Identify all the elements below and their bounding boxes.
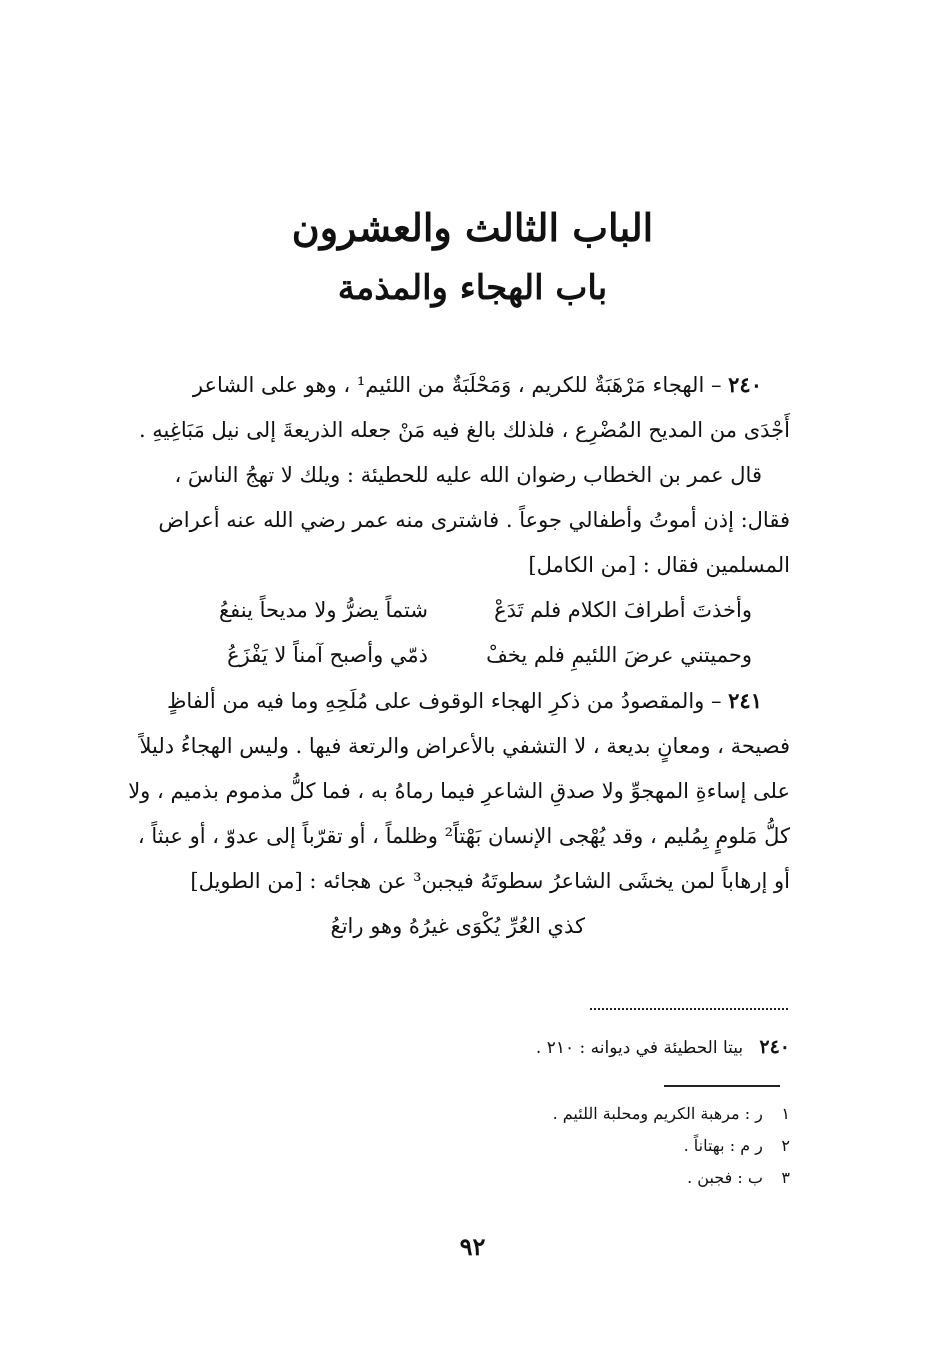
chapter-title: الباب الثالث والعشرون	[291, 205, 654, 250]
footnote-number: ٣	[781, 1168, 790, 1187]
footnote-text: ر : مرهبة الكريم ومحلبة اللئيم .	[552, 1104, 763, 1123]
page-number: ٩٢	[459, 1232, 486, 1261]
footnote-source-text: بيتا الحطيئة في ديوانه : ٢١٠ .	[535, 1038, 744, 1058]
paragraph-number: ٢٤١	[728, 688, 762, 713]
verse-line-single: كذي العُرِّ يُكْوَى غيرُهُ وهو راتعُ	[330, 914, 585, 938]
paragraph-number: ٢٤٠	[728, 372, 762, 397]
footnote	[553, 1104, 790, 1123]
footnote-text: ب : فجبن .	[687, 1168, 763, 1187]
main-text	[118, 362, 790, 949]
verse-hemistich: وحميتني عرضَ اللئيمِ فلم يخفْ	[486, 643, 752, 667]
verse-line	[118, 588, 790, 633]
paragraph-241-line: كلُّ مَلومٍ بِمُليم ، وقد يُهْجى الإنسان بَهْتاً² وظلماً ، أو تقرّباً إلى عدوّ ، أو عبثاً ،	[137, 824, 790, 848]
paragraph-241-line: على إساءةِ المهجوِّ ولا صدقِ الشاعرِ فيما رماهُ به ، فما كلُّ مذموم بذميم ، ولا	[128, 779, 790, 803]
verse-hemistich: وأخذتَ أطرافَ الكلام فلم تَدَعْ	[494, 598, 752, 622]
text-span: – الهجاء مَرْهَبَةٌ للكريم ، وَمَحْلَبَةٌ من اللئيم¹ ، وهو على الشاعر	[192, 373, 729, 397]
verse-hemistich: شتماً يضرُّ ولا مديحاً ينفعُ	[219, 598, 428, 622]
paragraph-241-line: فصيحة ، ومعانٍ بديعة ، لا التشفي بالأعراض والرتعة فيها . وليس الهجاءُ دليلاً	[139, 734, 790, 758]
footnote-separator-line	[664, 1085, 780, 1087]
paragraph-241-line	[118, 678, 790, 724]
verse-line	[118, 633, 790, 678]
footnote-number: ٢	[781, 1136, 790, 1155]
paragraph-241-line: أو إرهاباً لمن يخشَى الشاعرُ سطوتَهُ فيجبن³ عن هجائه : [من الطويل]	[190, 869, 790, 893]
footnote-paragraph-number: ٢٤٠	[759, 1036, 790, 1058]
footnote-number: ١	[781, 1104, 790, 1123]
chapter-subtitle: باب الهجاء والمذمة	[337, 268, 608, 308]
footnote-source	[536, 1036, 790, 1058]
footnote	[687, 1168, 790, 1187]
text-span: – والمقصودُ من ذكرِ الهجاء الوقوف على مُلَحِهِ وما فيه من ألفاظٍ	[167, 689, 729, 713]
footnote-separator-dotted	[590, 1008, 788, 1010]
verse-hemistich: ذمّي وأصبح آمناً لا يَفْزَعُ	[227, 643, 428, 667]
paragraph-240-line	[118, 362, 790, 408]
footnote	[684, 1136, 790, 1155]
paragraph-240b-line: فقال: إذن أموتُ وأطفالي جوعاً . فاشترى منه عمر رضي الله عنه أعراض	[158, 508, 790, 532]
paragraph-240b-line: قال عمر بن الخطاب رضوان الله عليه للحطيئة : ويلك لا تهجُ الناسَ ،	[174, 463, 762, 487]
paragraph-240b-line: المسلمين فقال : [من الكامل]	[528, 553, 790, 577]
paragraph-240-line: أَجْدَى من المديح المُضْرِع ، فلذلك بالغ فيه مَنْ جعله الذريعةَ إلى نيل مَبَاغِيهِ .	[138, 418, 790, 442]
footnote-text: ر م : بهتاناً .	[683, 1136, 763, 1155]
